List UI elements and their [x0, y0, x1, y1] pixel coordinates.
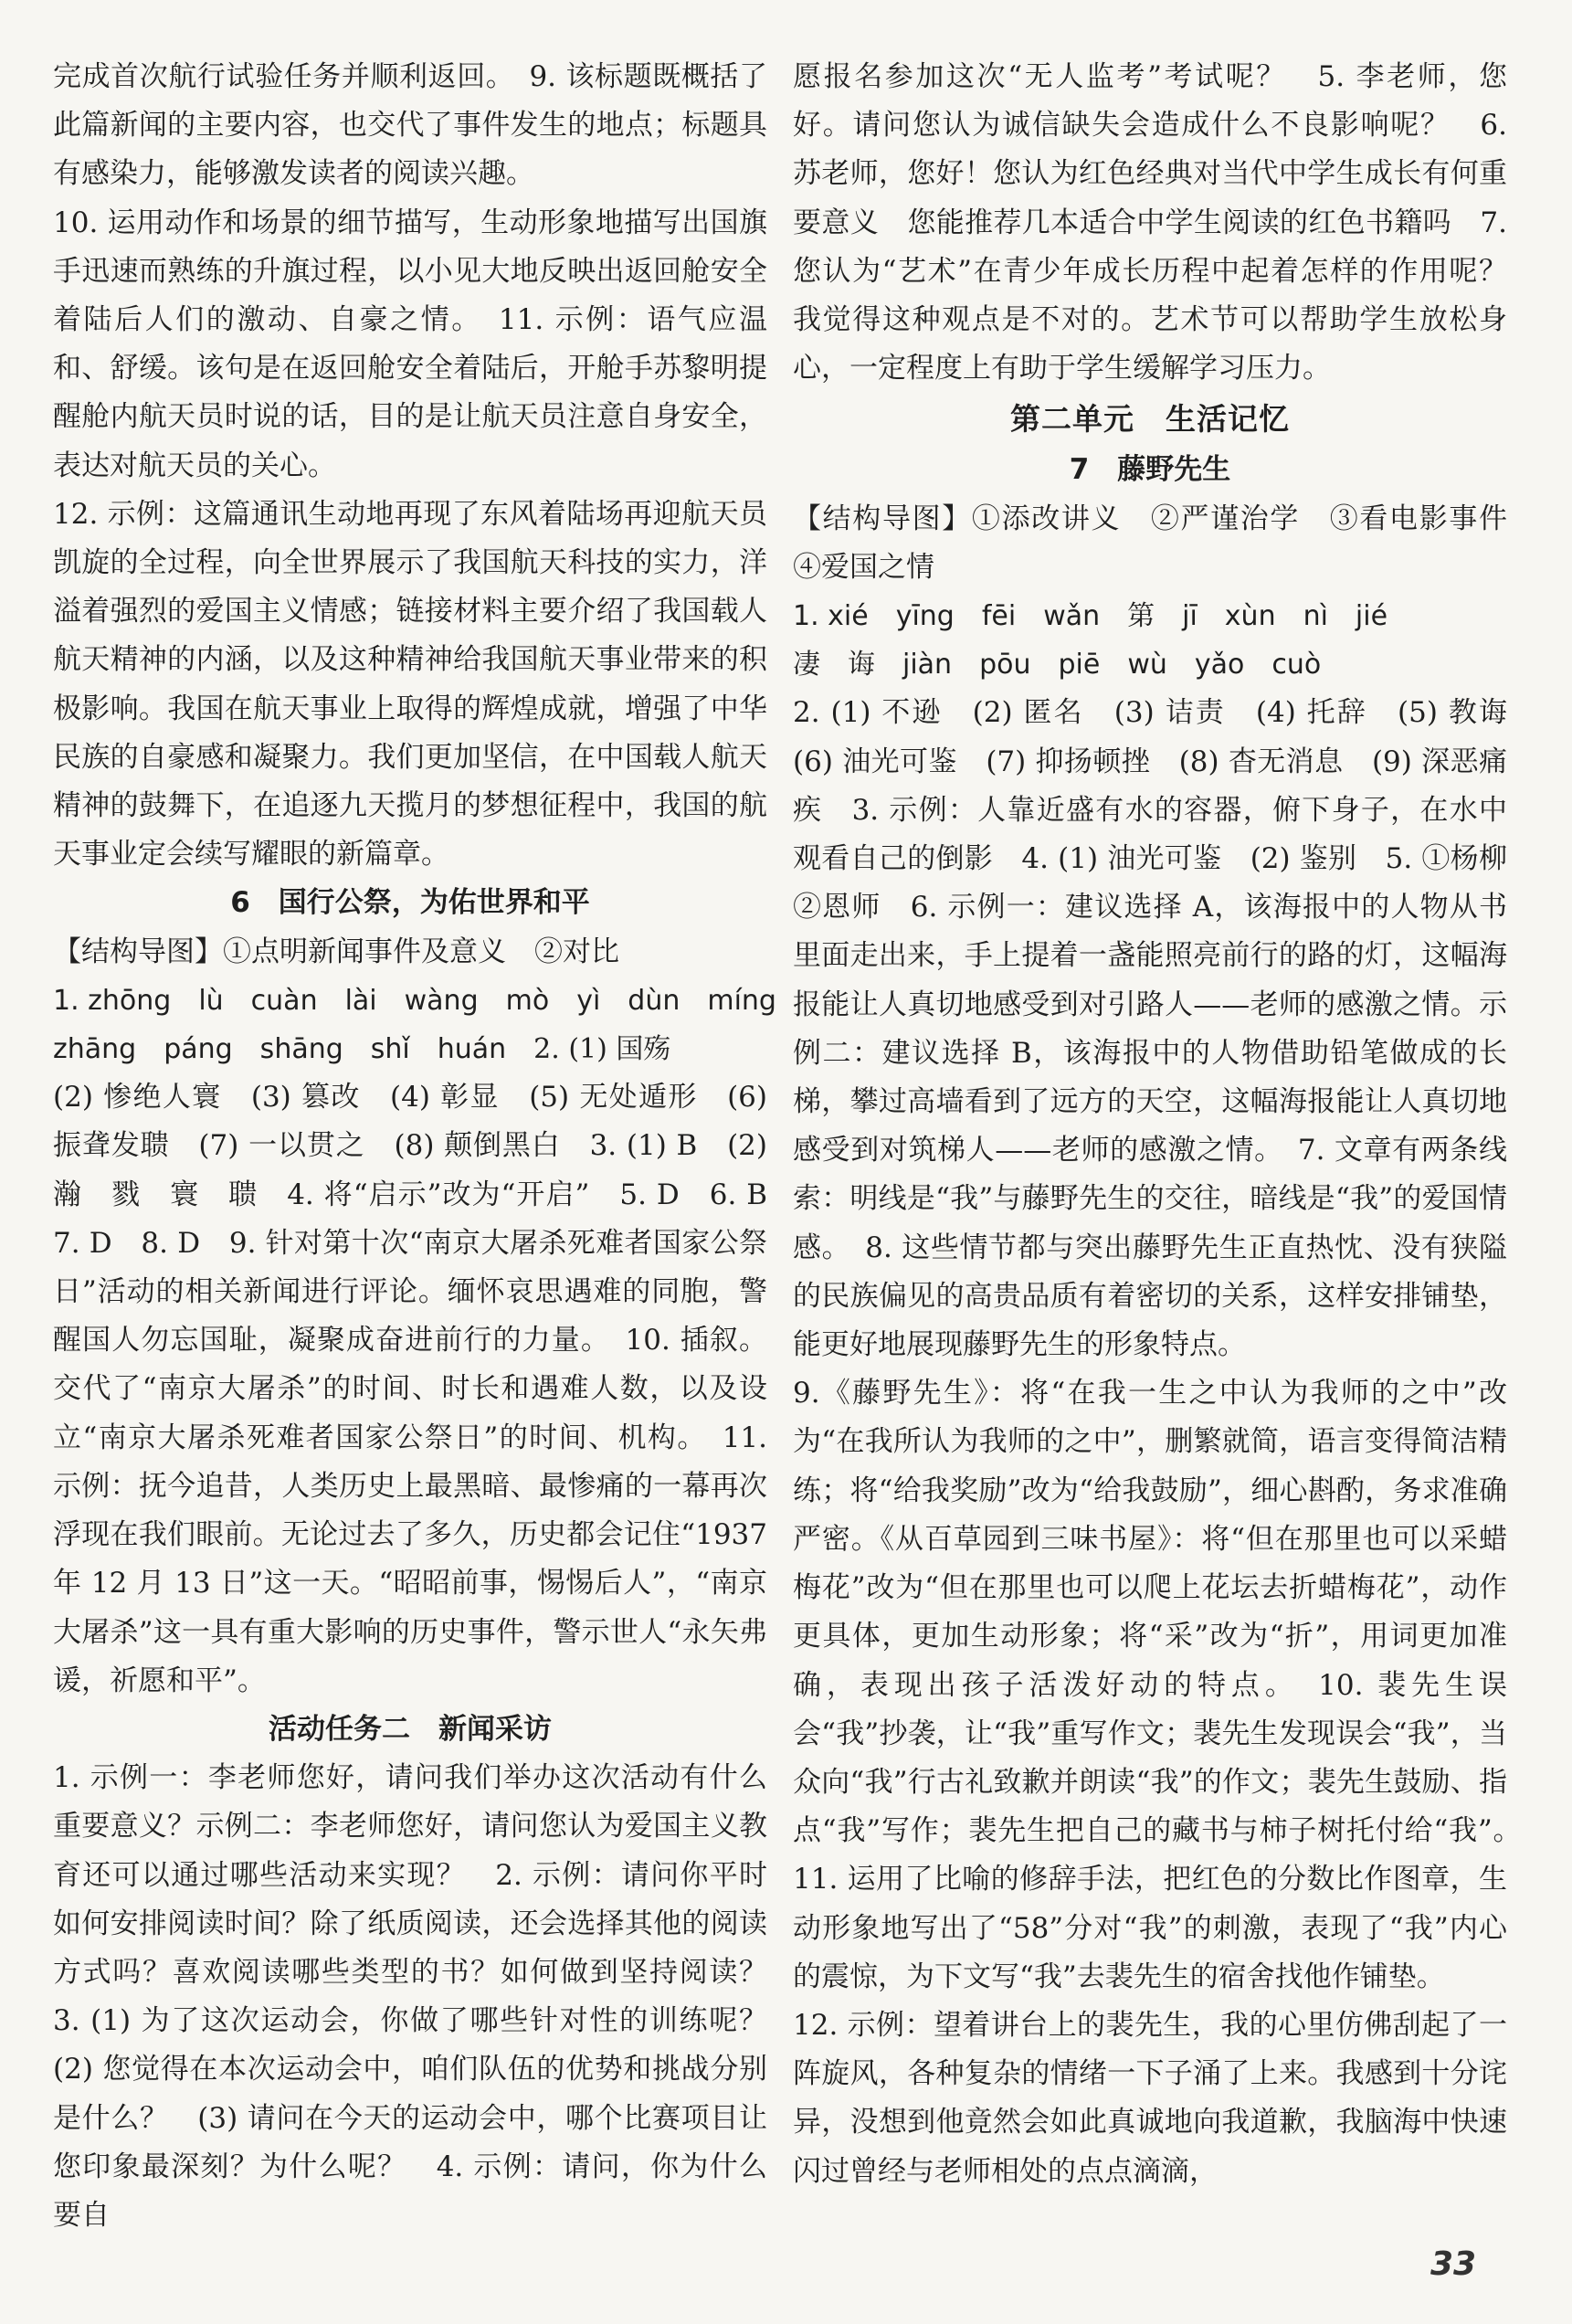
- lesson-7-structure: 【结构导图】①添改讲义 ②严谨治学 ③看电影事件 ④爱国之情: [793, 502, 1535, 584]
- unit-2-title: 第二单元 生活记忆: [1010, 401, 1290, 438]
- lesson-7-answers: 2. (1) 不逊 (2) 匿名 (3) 诘责 (4) 托辞 (5) 教诲 (6) 油光可鉴 (7) 抑扬顿挫 (8) 杳无消息 (9) 深恶痛疾 3. 示例：人靠近盛有水的容器，俯下身子，在水中观看自己的倒影 4. (1) 油光可鉴 (2) 鉴别 5. ①杨柳 ②恩师 6. 示例一：建议选择 A，该海报中的人物从书里面走出来，手上提着一盏能照亮前行的路的灯，这幅海报能让人真切地感受到对引路人——老师的感激之情。示例二：建议选择 B，该海报中的人物借助铅笔做成的长梯，攀过高墙看到了远方的天空，这幅海报能让人真切地感受到对筑梯人——老师的感激之情。 7. 文章有两条线索：明线是“我”与藤野先生的交往，暗线是“我”的爱国情感。 8. 这些情节都与突出藤野先生正直热忱、没有狭隘的民族偏见的高贵品质有着密切的关系，这样安排铺垫，能更好地展现藤野先生的形象特点。: [793, 696, 1535, 1362]
- lesson-7-answer-12: 12. 示例：望着讲台上的裴先生，我的心里仿佛刮起了一阵旋风，各种复杂的情绪一下子涌了上来。我感到十分诧异，没想到他竟然会如此真诚地向我道歉，我脑海中快速闪过曾经与老师相处的点点滴滴，: [793, 2008, 1507, 2188]
- lesson-6-structure: 【结构导图】①点明新闻事件及意义 ②对比: [53, 935, 619, 968]
- lesson-6-answers: (2) 惨绝人寰 (3) 篡改 (4) 彰显 (5) 无处遁形 (6) 振聋发聩 (7) 一以贯之 (8) 颠倒黑白 3. (1) B (2) 瀚 戮 寰 聩 4. 将“启示”改为“开启” 5. D 6. B 7. D 8. D 9. 针对第十次“南京大屠杀死难者国家公祭日”活动的相关新闻进行评论。缅怀哀思遇难的同胞，警醒国人勿忘国耻，凝聚成奋进前行的力量。 10. 插叙。交代了“南京大屠杀”的时间、时长和遇难人数，以及设立“南京大屠杀死难者国家公祭日”的时间、机构。 11. 示例：抚今追昔，人类历史上最黑暗、最惨痛的一幕再次浮现在我们眼前。无论过去了多久，历史都会记住“1937 年 12 月 13 日”这一天。“昭昭前事，惕惕后人”，“南京大屠杀”这一具有重大影响的历史事件，警示世人“永矢弗谖，祈愿和平”。: [53, 1081, 796, 1697]
- activity-2-title: 活动任务二 新闻采访: [269, 1712, 552, 1746]
- page-number: 33: [1430, 2245, 1477, 2283]
- lesson-7-pinyin-line-2: 凄 诲 jiàn pōu piē wù yǎo cuò: [793, 649, 1322, 681]
- answer-paragraph: 10. 运用动作和场景的细节描写，生动形象地描写出国旗手迅速而熟练的升旗过程，以小见大地反映出返回舱安全着陆后人们的激动、自豪之情。 11. 示例：语气应温和、舒缓。该句是在返回舱安全着陆后，开舱手苏黎明提醒舱内航天员时说的话，目的是让航天员注意自身安全，表达对航天员的关心。: [53, 206, 767, 482]
- lesson-6-pinyin-line-1: 1. zhōng lù cuàn lài wàng mò yì dùn míng: [53, 984, 776, 1017]
- answer-paragraph: 12. 示例：这篇通讯生动地再现了东风着陆场再迎航天员凯旋的全过程，向全世界展示了我国航天科技的实力，洋溢着强烈的爱国主义情感；链接材料主要介绍了我国载人航天精神的内涵，以及这种精神给我国航天事业带来的积极影响。我国在航天事业上取得的辉煌成就，增强了中华民族的自豪感和凝聚力。我们更加坚信，在中国载人航天精神的鼓舞下，在追逐九天揽月的梦想征程中，我国的航天事业定会续写耀眼的新篇章。: [53, 497, 767, 872]
- right-column: [793, 53, 1535, 2196]
- lesson-7-title: 7 藤野先生: [1069, 453, 1231, 487]
- pinyin-line-tail: 2. (1) 国殇: [533, 1033, 671, 1066]
- answer-paragraph: 完成首次航行试验任务并顺利返回。 9. 该标题既概括了此篇新闻的主要内容，也交代了事件发生的地点；标题具有感染力，能够激发读者的阅读兴趣。: [53, 60, 767, 191]
- lesson-7-answer-9-11: 9.《藤野先生》：将“在我一生之中认为我师的之中”改为“在我所认为我师的之中”，删繁就简，语言变得简洁精练；将“给我奖励”改为“给我鼓励”，细心斟酌，务求准确严密。《从百草园到三味书屋》：将“但在那里也可以采蜡梅花”改为“但在那里也可以爬上花坛去折蜡梅花”，动作更具体，更加生动形象；将“采”改为“折”，用词更加准确，表现出孩子活泼好动的特点。 10. 裴先生误会“我”抄袭，让“我”重写作文；裴先生发现误会“我”，当众向“我”行古礼致歉并朗读“我”的作文；裴先生鼓励、指点“我”写作；裴先生把自己的藏书与柿子树托付给“我”。 11. 运用了比喻的修辞手法，把红色的分数比作图章，生动形象地写出了“58”分对“我”的刺激，表现了“我”内心的震惊，为下文写“我”去裴先生的宿舍找他作铺垫。: [793, 1377, 1535, 1993]
- pinyin-text: zhāng páng shāng shǐ huán: [53, 1033, 534, 1066]
- lesson-6-pinyin-line-2: [53, 1025, 767, 1073]
- lesson-7-pinyin-line-1: 1. xié yīng fēi wǎn 第 jī xùn nì jié: [793, 600, 1388, 633]
- lesson-6-title: 6 国行公祭，为佑世界和平: [230, 886, 590, 920]
- activity-2-answers-continued: 愿报名参加这次“无人监考”考试呢？ 5. 李老师，您好。请问您认为诚信缺失会造成什么不良影响呢？ 6. 苏老师，您好！您认为红色经典对当代中学生成长有何重要意义 您能推荐几本适合中学生阅读的红色书籍吗 7. 您认为“艺术”在青少年成长历程中起着怎样的作用呢？ 我觉得这种观点是不对的。艺术节可以帮助学生放松身心，一定程度上有助于学生缓解学习压力。: [793, 60, 1535, 386]
- activity-2-answers: 1. 示例一：李老师您好，请问我们举办这次活动有什么重要意义？示例二：李老师您好，请问您认为爱国主义教育还可以通过哪些活动来实现？ 2. 示例：请问你平时如何安排阅读时间？除了纸质阅读，还会选择其他的阅读方式吗？喜欢阅读哪些类型的书？如何做到坚持阅读？ 3. (1) 为了这次运动会，你做了哪些针对性的训练呢？ (2) 您觉得在本次运动会中，咱们队伍的优势和挑战分别是什么？ (3) 请问在今天的运动会中，哪个比赛项目让您印象最深刻？为什么呢？ 4. 示例：请问，你为什么要自: [53, 1761, 796, 2232]
- left-column: [53, 53, 796, 2240]
